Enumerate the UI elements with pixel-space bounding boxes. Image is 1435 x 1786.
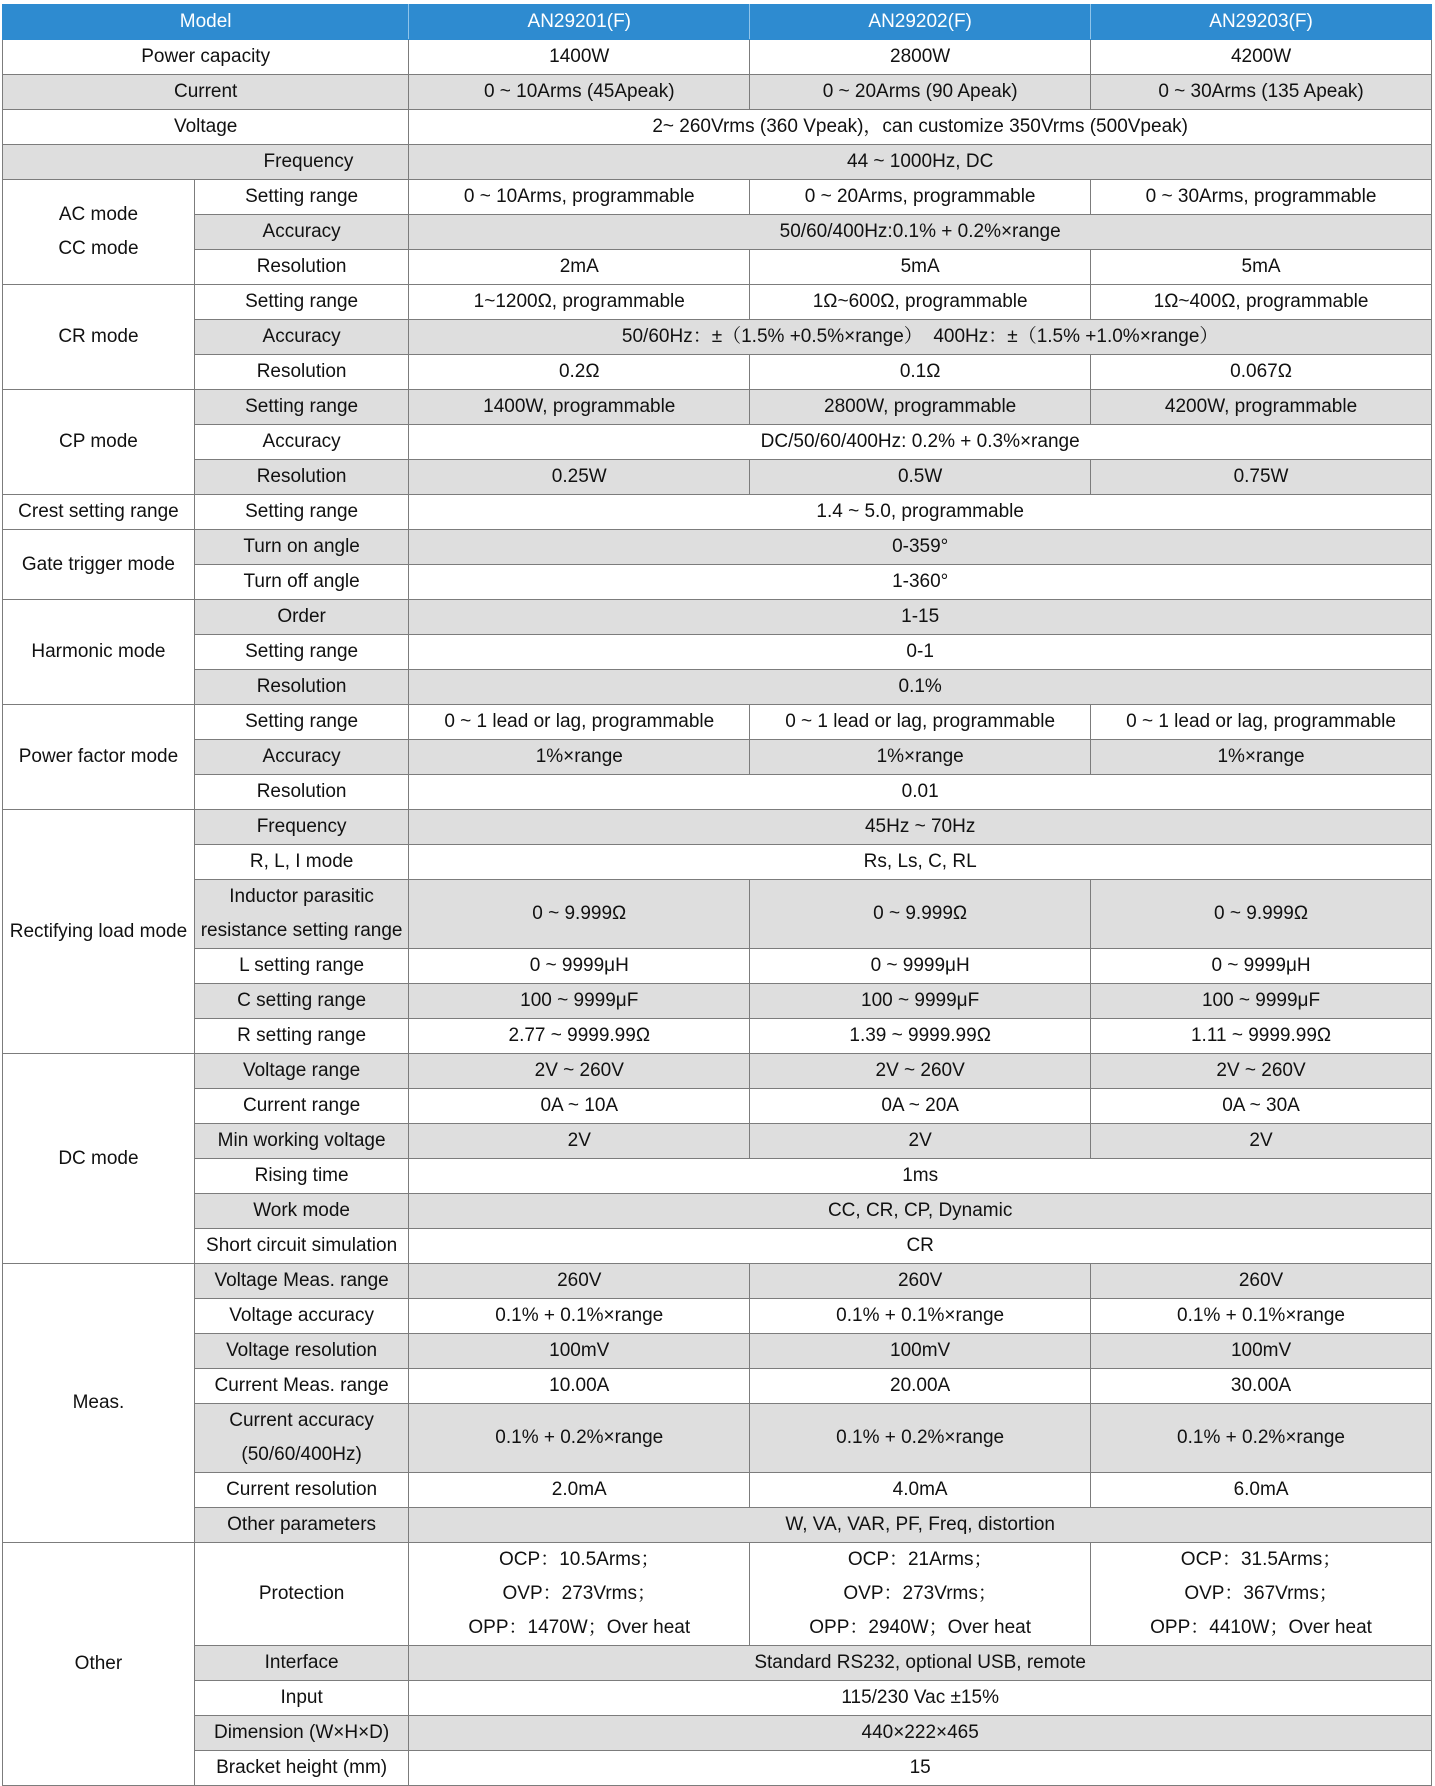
- row-label: Voltage accuracy: [194, 1299, 408, 1334]
- cell: 0 ~ 9999μH: [409, 949, 750, 984]
- cell: CC, CR, CP, Dynamic: [409, 1194, 1432, 1229]
- row-label-line: (50/60/400Hz): [241, 1444, 362, 1465]
- protection-cell: [409, 1543, 750, 1646]
- table-row: [3, 110, 1432, 145]
- cell: 260V: [409, 1264, 750, 1299]
- cell: 20.00A: [750, 1369, 1091, 1404]
- table-row: [3, 880, 1432, 949]
- row-label: Input: [194, 1681, 408, 1716]
- cell: 1.4 ~ 5.0, programmable: [409, 495, 1432, 530]
- cell: 440×222×465: [409, 1716, 1432, 1751]
- cell: 2V ~ 260V: [409, 1054, 750, 1089]
- group-label-line: AC mode: [58, 204, 139, 225]
- table-row: [3, 1229, 1432, 1264]
- row-label: R setting range: [194, 1019, 408, 1054]
- group-label: Harmonic mode: [3, 600, 195, 705]
- row-label: L setting range: [194, 949, 408, 984]
- cell: 1-15: [409, 600, 1432, 635]
- table-row: [3, 670, 1432, 705]
- cell: 0 ~ 9.999Ω: [1091, 880, 1432, 949]
- cell: 0.1% + 0.2%×range: [409, 1404, 750, 1473]
- cell: 2V: [1091, 1124, 1432, 1159]
- table-row: [3, 180, 1432, 215]
- cell: 0 ~ 20Arms (90 Apeak): [750, 75, 1091, 110]
- row-label: Order: [194, 600, 408, 635]
- cell: 0A ~ 20A: [750, 1089, 1091, 1124]
- table-row: [3, 75, 1432, 110]
- cell: 10.00A: [409, 1369, 750, 1404]
- cell: 1%×range: [750, 740, 1091, 775]
- protection-line: OCP：31.5Arms；: [1180, 1549, 1342, 1570]
- cell: 1.11 ~ 9999.99Ω: [1091, 1019, 1432, 1054]
- table-row: [3, 1404, 1432, 1473]
- cell: 0.5W: [750, 460, 1091, 495]
- table-row: [3, 1751, 1432, 1786]
- row-label: Turn off angle: [194, 565, 408, 600]
- row-label: Other parameters: [194, 1508, 408, 1543]
- cell: 30.00A: [1091, 1369, 1432, 1404]
- cell: 0 ~ 1 lead or lag, programmable: [1091, 705, 1432, 740]
- protection-line: OPP：1470W；Over heat: [468, 1617, 691, 1638]
- cell: 100mV: [409, 1334, 750, 1369]
- cell: 2V ~ 260V: [750, 1054, 1091, 1089]
- cell: 100 ~ 9999μF: [750, 984, 1091, 1019]
- cell: DC/50/60/400Hz: 0.2% + 0.3%×range: [409, 425, 1432, 460]
- table-row: [3, 1681, 1432, 1716]
- cell: 0.067Ω: [1091, 355, 1432, 390]
- row-label: Current range: [194, 1089, 408, 1124]
- cell: 1%×range: [409, 740, 750, 775]
- protection-cell: [750, 1543, 1091, 1646]
- cell: 0 ~ 10Arms (45Apeak): [409, 75, 750, 110]
- cell: 2800W, programmable: [750, 390, 1091, 425]
- row-label-line: Inductor parasitic: [229, 886, 374, 907]
- table-row: [3, 355, 1432, 390]
- cell: 260V: [1091, 1264, 1432, 1299]
- cell: CR: [409, 1229, 1432, 1264]
- row-label: Short circuit simulation: [194, 1229, 408, 1264]
- cell: 0-359°: [409, 530, 1432, 565]
- table-row: [3, 1369, 1432, 1404]
- model-3-header: AN29203(F): [1091, 5, 1432, 40]
- cell: 1~1200Ω, programmable: [409, 285, 750, 320]
- cell: 2.77 ~ 9999.99Ω: [409, 1019, 750, 1054]
- cell: 100 ~ 9999μF: [409, 984, 750, 1019]
- row-label: C setting range: [194, 984, 408, 1019]
- table-row: [3, 250, 1432, 285]
- row-label: Frequency: [194, 810, 408, 845]
- row-label: Setting range: [194, 285, 408, 320]
- group-label: CP mode: [3, 390, 195, 495]
- cell: 4200W: [1091, 40, 1432, 75]
- cell: 1400W, programmable: [409, 390, 750, 425]
- cell: 0.1% + 0.2%×range: [1091, 1404, 1432, 1473]
- table-row: [3, 635, 1432, 670]
- cell: 44 ~ 1000Hz, DC: [409, 145, 1432, 180]
- table-row: [3, 1089, 1432, 1124]
- cell: 15: [409, 1751, 1432, 1786]
- table-row: [3, 949, 1432, 984]
- row-label: Accuracy: [194, 740, 408, 775]
- cell: 0 ~ 9.999Ω: [750, 880, 1091, 949]
- cell: Standard RS232, optional USB, remote: [409, 1646, 1432, 1681]
- table-row: [3, 1019, 1432, 1054]
- row-label: Setting range: [194, 390, 408, 425]
- cell: 0 ~ 9999μH: [750, 949, 1091, 984]
- cell: 0.1% + 0.1%×range: [750, 1299, 1091, 1334]
- cell: 0.25W: [409, 460, 750, 495]
- table-row: [3, 845, 1432, 880]
- cell: 0A ~ 10A: [409, 1089, 750, 1124]
- table-row: [3, 530, 1432, 565]
- cell: 2mA: [409, 250, 750, 285]
- model-2-header: AN29202(F): [750, 5, 1091, 40]
- protection-line: OPP：2940W；Over heat: [809, 1617, 1032, 1638]
- table-row: [3, 740, 1432, 775]
- row-label: Resolution: [194, 355, 408, 390]
- group-label: Crest setting range: [3, 495, 195, 530]
- cell: 0.2Ω: [409, 355, 750, 390]
- spec-table: [2, 4, 1432, 1786]
- row-label: Voltage Meas. range: [194, 1264, 408, 1299]
- row-label: Accuracy: [194, 215, 408, 250]
- cell: 0.1%: [409, 670, 1432, 705]
- group-label-line: CC mode: [58, 238, 139, 259]
- cell: 0 ~ 30Arms (135 Apeak): [1091, 75, 1432, 110]
- cell: 2~ 260Vrms (360 Vpeak)，can customize 350Vrms (500Vpeak): [409, 110, 1432, 145]
- cell: 0.1% + 0.2%×range: [750, 1404, 1091, 1473]
- cell: 1Ω~400Ω, programmable: [1091, 285, 1432, 320]
- protection-line: OPP：4410W；Over heat: [1150, 1617, 1372, 1638]
- row-label: Voltage resolution: [194, 1334, 408, 1369]
- row-label: Setting range: [194, 705, 408, 740]
- group-label: [3, 180, 195, 285]
- table-row: [3, 984, 1432, 1019]
- row-label: Current: [3, 75, 409, 110]
- table-row: [3, 775, 1432, 810]
- row-label: Dimension (W×H×D): [194, 1716, 408, 1751]
- row-label: Current Meas. range: [194, 1369, 408, 1404]
- table-row: [3, 705, 1432, 740]
- row-label: Turn on angle: [194, 530, 408, 565]
- header-row: [3, 5, 1432, 40]
- cell: 1-360°: [409, 565, 1432, 600]
- cell: 2V: [750, 1124, 1091, 1159]
- cell: 260V: [750, 1264, 1091, 1299]
- cell: 0 ~ 20Arms, programmable: [750, 180, 1091, 215]
- cell: 100mV: [1091, 1334, 1432, 1369]
- row-label: Resolution: [194, 775, 408, 810]
- table-row: [3, 1124, 1432, 1159]
- cell: 2V ~ 260V: [1091, 1054, 1432, 1089]
- table-row: [3, 1508, 1432, 1543]
- table-row: [3, 1716, 1432, 1751]
- cell: 100 ~ 9999μF: [1091, 984, 1432, 1019]
- table-row: [3, 1646, 1432, 1681]
- table-row: [3, 145, 1432, 180]
- row-label: Current resolution: [194, 1473, 408, 1508]
- table-row: [3, 495, 1432, 530]
- cell: 0 ~ 30Arms, programmable: [1091, 180, 1432, 215]
- row-label: Resolution: [194, 460, 408, 495]
- cell: 1%×range: [1091, 740, 1432, 775]
- protection-line: OVP：273Vrms；: [843, 1583, 997, 1604]
- row-label: Setting range: [194, 635, 408, 670]
- row-label: Accuracy: [194, 320, 408, 355]
- table-row: [3, 1299, 1432, 1334]
- row-label-line: Current accuracy: [229, 1410, 374, 1431]
- table-row: [3, 285, 1432, 320]
- row-label: Work mode: [194, 1194, 408, 1229]
- cell: Rs, Ls, C, RL: [409, 845, 1432, 880]
- row-label: Bracket height (mm): [194, 1751, 408, 1786]
- row-label: Frequency: [3, 145, 409, 180]
- row-label: [194, 880, 408, 949]
- row-label: Rising time: [194, 1159, 408, 1194]
- row-label: Setting range: [194, 180, 408, 215]
- model-header: Model: [3, 5, 409, 40]
- table-row: [3, 460, 1432, 495]
- cell: 0 ~ 10Arms, programmable: [409, 180, 750, 215]
- cell: 1.39 ~ 9999.99Ω: [750, 1019, 1091, 1054]
- table-row: [3, 215, 1432, 250]
- table-row: [3, 600, 1432, 635]
- cell: 1ms: [409, 1159, 1432, 1194]
- table-row: [3, 810, 1432, 845]
- cell: 0.01: [409, 775, 1432, 810]
- table-row: [3, 1334, 1432, 1369]
- cell: 6.0mA: [1091, 1473, 1432, 1508]
- group-label: Gate trigger mode: [3, 530, 195, 600]
- cell: 2V: [409, 1124, 750, 1159]
- row-label: Power capacity: [3, 40, 409, 75]
- cell: 4200W, programmable: [1091, 390, 1432, 425]
- protection-line: OVP：367Vrms；: [1184, 1583, 1338, 1604]
- row-label: Resolution: [194, 250, 408, 285]
- row-label: R, L, I mode: [194, 845, 408, 880]
- cell: 100mV: [750, 1334, 1091, 1369]
- protection-cell: [1091, 1543, 1432, 1646]
- row-label: Voltage range: [194, 1054, 408, 1089]
- table-row: [3, 1054, 1432, 1089]
- row-label: Resolution: [194, 670, 408, 705]
- row-label: Min working voltage: [194, 1124, 408, 1159]
- cell: 0.1% + 0.1%×range: [1091, 1299, 1432, 1334]
- table-row: [3, 1543, 1432, 1646]
- cell: 50/60/400Hz:0.1% + 0.2%×range: [409, 215, 1432, 250]
- table-row: [3, 40, 1432, 75]
- cell: 5mA: [750, 250, 1091, 285]
- cell: 115/230 Vac ±15%: [409, 1681, 1432, 1716]
- row-label: Voltage: [3, 110, 409, 145]
- cell: 4.0mA: [750, 1473, 1091, 1508]
- cell: W, VA, VAR, PF, Freq, distortion: [409, 1508, 1432, 1543]
- table-row: [3, 1194, 1432, 1229]
- cell: 45Hz ~ 70Hz: [409, 810, 1432, 845]
- table-row: [3, 1473, 1432, 1508]
- table-row: [3, 425, 1432, 460]
- cell: 5mA: [1091, 250, 1432, 285]
- cell: 0.75W: [1091, 460, 1432, 495]
- table-row: [3, 390, 1432, 425]
- table-row: [3, 320, 1432, 355]
- cell: 2.0mA: [409, 1473, 750, 1508]
- cell: 0A ~ 30A: [1091, 1089, 1432, 1124]
- cell: 0-1: [409, 635, 1432, 670]
- group-label: Other: [3, 1543, 195, 1786]
- group-label: Meas.: [3, 1264, 195, 1543]
- group-label: Power factor mode: [3, 705, 195, 810]
- table-row: [3, 565, 1432, 600]
- cell: 0.1% + 0.1%×range: [409, 1299, 750, 1334]
- group-label: DC mode: [3, 1054, 195, 1264]
- row-label: [194, 1404, 408, 1473]
- cell: 50/60Hz：±（1.5% +0.5%×range） 400Hz：±（1.5% +1.0%×range）: [409, 320, 1432, 355]
- cell: 0.1Ω: [750, 355, 1091, 390]
- table-row: [3, 1159, 1432, 1194]
- cell: 1400W: [409, 40, 750, 75]
- cell: 1Ω~600Ω, programmable: [750, 285, 1091, 320]
- cell: 0 ~ 9999μH: [1091, 949, 1432, 984]
- row-label: Protection: [194, 1543, 408, 1646]
- protection-line: OCP：10.5Arms；: [499, 1549, 660, 1570]
- protection-line: OCP：21Arms；: [847, 1549, 993, 1570]
- table-row: [3, 1264, 1432, 1299]
- cell: 2800W: [750, 40, 1091, 75]
- row-label: Interface: [194, 1646, 408, 1681]
- protection-line: OVP：273Vrms；: [502, 1583, 656, 1604]
- model-1-header: AN29201(F): [409, 5, 750, 40]
- cell: 0 ~ 1 lead or lag, programmable: [750, 705, 1091, 740]
- group-label: Rectifying load mode: [3, 810, 195, 1054]
- row-label: Accuracy: [194, 425, 408, 460]
- cell: 0 ~ 9.999Ω: [409, 880, 750, 949]
- cell: 0 ~ 1 lead or lag, programmable: [409, 705, 750, 740]
- row-label-line: resistance setting range: [200, 920, 403, 941]
- row-label: Setting range: [194, 495, 408, 530]
- group-label: CR mode: [3, 285, 195, 390]
